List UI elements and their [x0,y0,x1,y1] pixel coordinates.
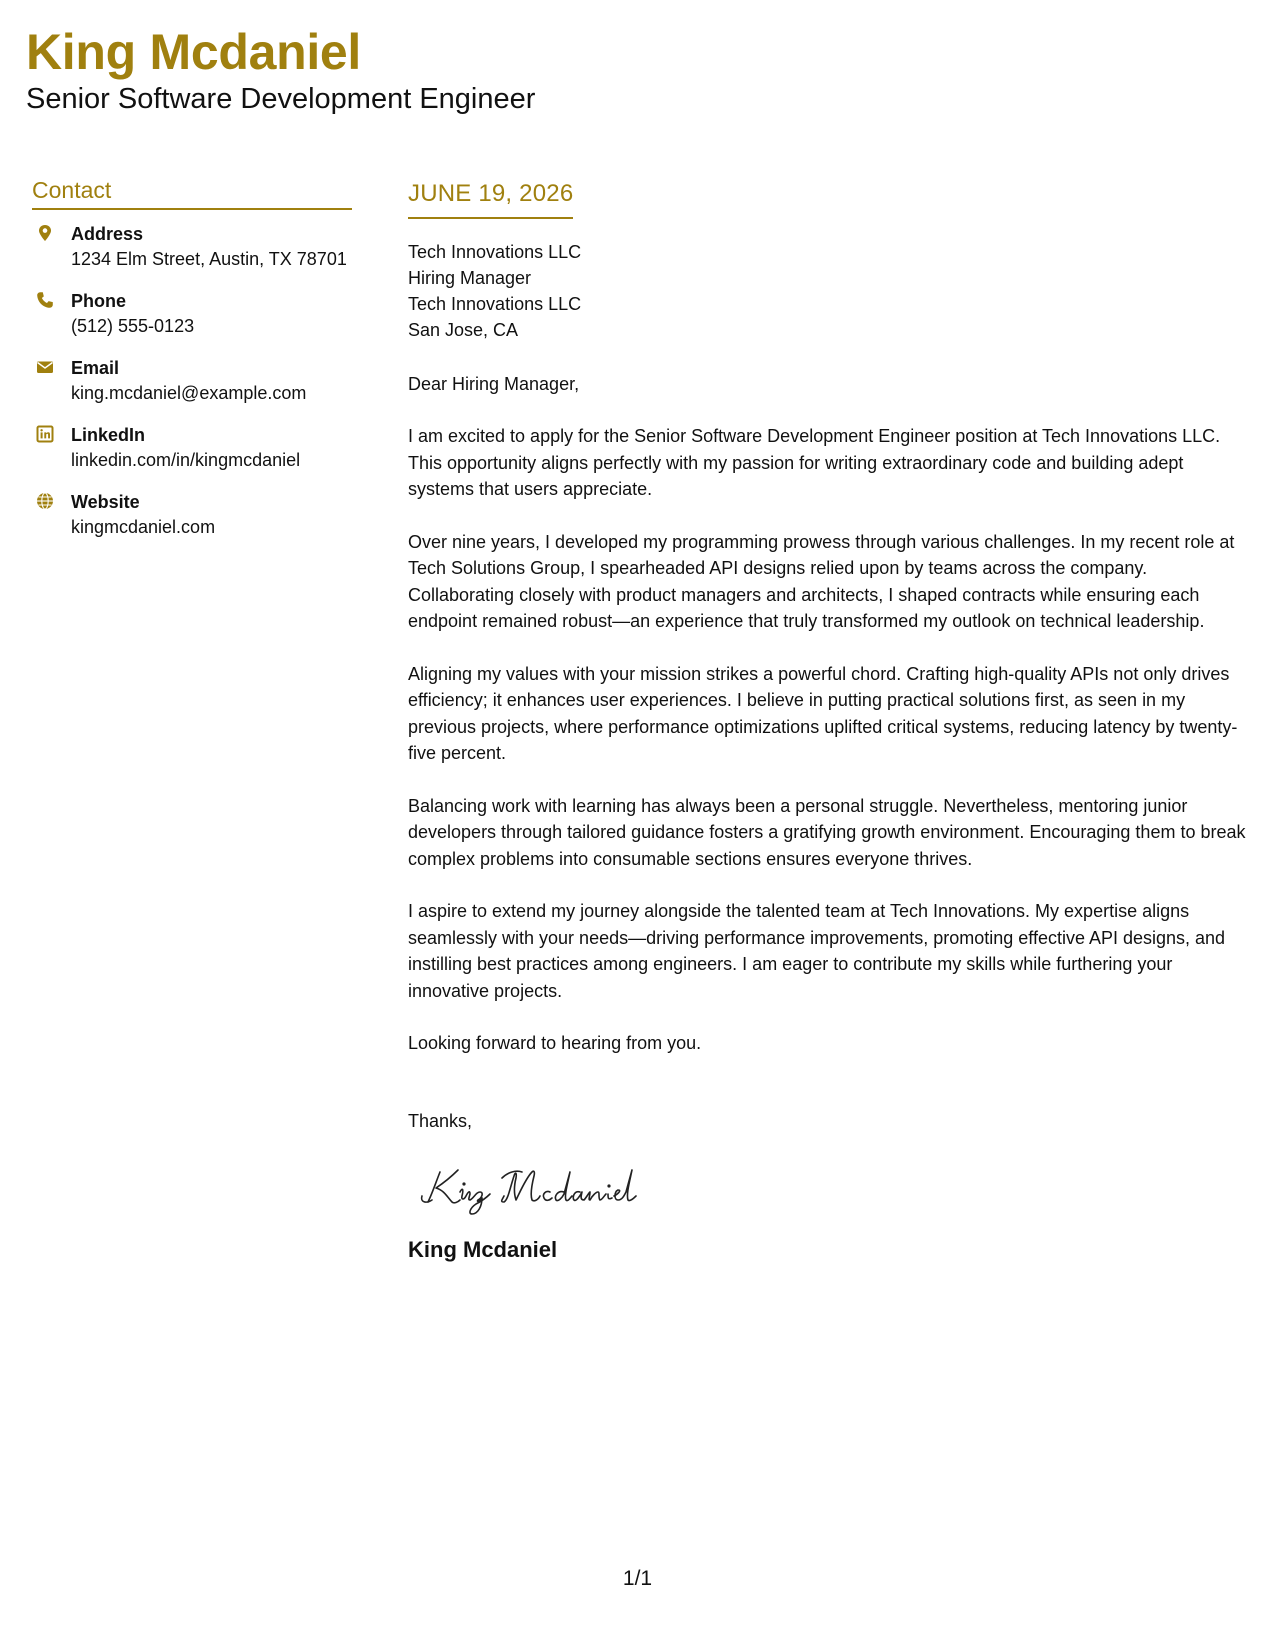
letter-body [408,178,1253,1265]
body-paragraph: Over nine years, I developed my programming prowess through various challenges. In my recent role at Tech Solutions Group, I spearheaded API designs relied upon by teams across the company. Collaborating closely with product managers and architects, I shaped contracts while ensuring each endpoint remained robust—an experience that truly transformed my outlook on technical leadership. [408,531,1235,631]
signed-name: King Mcdaniel [408,1237,558,1262]
recipient-line: San Jose, CA [408,320,519,340]
closing-line: Looking forward to hearing from you. [408,1033,702,1053]
envelope-icon [36,358,54,376]
website-value: kingmcdaniel.com [71,517,216,537]
page-number: 1/1 [622,1567,653,1590]
body-paragraph: I aspire to extend my journey alongside the talented team at Tech Innovations. My expertise aligns seamlessly with your needs—driving performance improvements, promoting effective API designs, and instilling best practices among engineers. I am eager to contribute my skills while furthering your innovative projects. [408,901,1226,1001]
phone-icon [36,291,54,309]
linkedin-icon [36,425,54,443]
contact-item-phone [32,289,352,339]
contact-label: Website [71,492,140,512]
sign-off: Thanks, [408,1111,473,1131]
globe-icon [36,492,54,510]
letter-header [26,22,535,116]
body-paragraph: Aligning my values with your mission strikes a powerful chord. Crafting high-quality APIs not only drives efficiency; it enhances user experiences. I believe in putting practical solutions first, as seen in my previous projects, where performance optimizations uplifted critical systems, reducing latency by twenty-five percent. [408,663,1238,763]
contact-item-email [32,356,352,406]
letter-date: JUNE 19, 2026 [408,178,573,219]
body-paragraph: I am excited to apply for the Senior Software Development Engineer position at Tech Innovations LLC. This opportunity aligns perfectly with my passion for writing extraordinary code and building adept systems that users appreciate. [408,426,1221,499]
contact-item-website [32,490,352,540]
contact-label: LinkedIn [71,425,146,445]
recipient-line: Hiring Manager [408,268,532,288]
contact-sidebar [32,175,352,557]
address-value: 1234 Elm Street, Austin, TX 78701 [71,249,347,269]
contact-heading: Contact [32,175,352,210]
contact-item-address [32,222,352,272]
applicant-title: Senior Software Development Engineer [26,83,536,115]
salutation: Dear Hiring Manager, [408,374,580,394]
contact-item-linkedin [32,423,352,473]
contact-label: Address [71,224,144,244]
body-paragraph: Balancing work with learning has always been a personal struggle. Nevertheless, mentoring junior developers through tailored guidance fosters a gratifying growth environment. Encouraging them to break complex problems into consumable sections ensures everyone thrives. [408,795,1246,869]
map-pin-icon [36,224,54,242]
applicant-name: King Mcdaniel [26,24,362,80]
recipient-line: Tech Innovations LLC [408,294,582,314]
handwritten-signature [418,1156,658,1216]
contact-label: Email [71,358,120,378]
email-value: king.mcdaniel@example.com [71,383,307,403]
recipient-line: Tech Innovations LLC [408,242,582,262]
linkedin-value: linkedin.com/in/kingmcdaniel [71,450,301,470]
recipient-block [408,239,1253,343]
phone-value: (512) 555-0123 [71,316,195,336]
contact-label: Phone [71,291,127,311]
